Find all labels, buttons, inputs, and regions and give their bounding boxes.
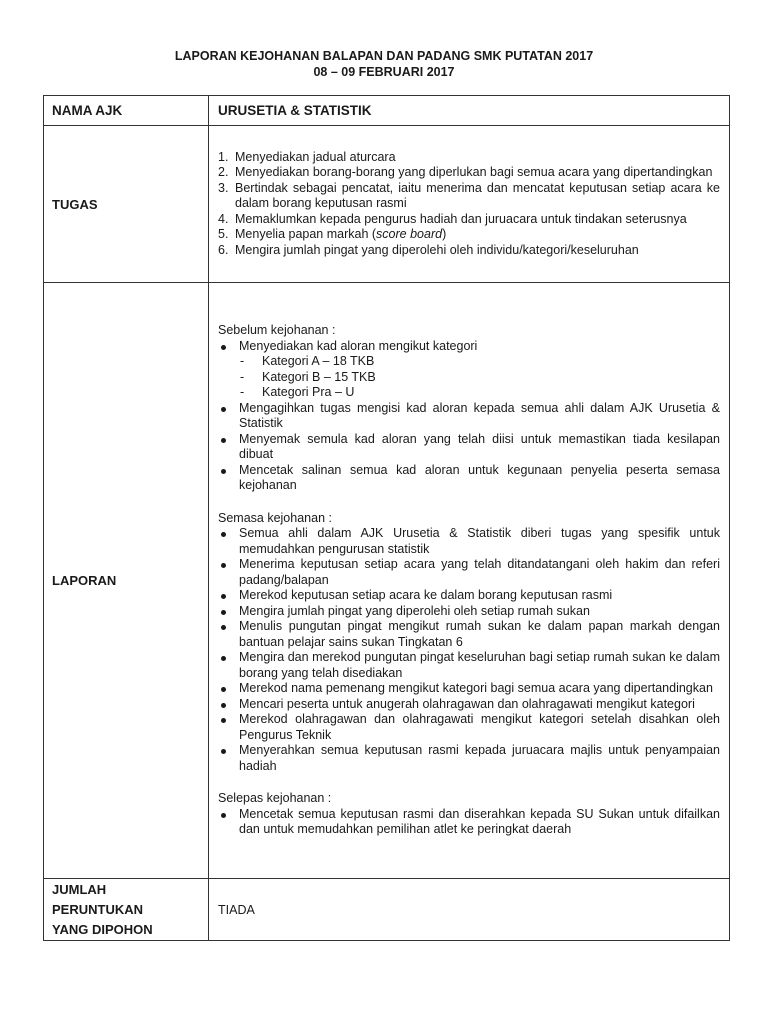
list-item: Mengira jumlah pingat yang diperolehi oleh setiap rumah sukan: [218, 604, 720, 620]
selepas-list: [218, 807, 720, 838]
list-item: Mencetak salinan semua kad aloran untuk kegunaan penyelia peserta semasa kejohanan: [218, 463, 720, 494]
semasa-list: [218, 526, 720, 774]
list-item: 6. Mengira jumlah pingat yang diperolehi oleh individu/kategori/keseluruhan: [218, 242, 639, 257]
laporan-content: [209, 283, 730, 879]
list-item: Merekod olahragawan dan olahragawati mengikut kategori setelah disahkan oleh Pengurus Teknik: [218, 712, 720, 743]
row-jumlah: [44, 879, 730, 941]
list-item: 2. Menyediakan borang-borang yang diperlukan bagi semua acara yang dipertandingkan: [218, 165, 713, 180]
list-item: Mengira dan merekod pungutan pingat keseluruhan bagi setiap rumah sukan ke dalam borang yang telah disediakan: [218, 650, 720, 681]
sebelum-title: Sebelum kejohanan :: [218, 323, 336, 338]
nama-ajk-value: URUSETIA & STATISTIK: [209, 96, 730, 126]
tugas-label: TUGAS: [44, 126, 209, 283]
tugas-list: [218, 150, 720, 259]
report-table: [43, 95, 730, 941]
sebelum-list: [218, 339, 720, 494]
list-item: 5. Menyelia papan markah (score board): [218, 227, 447, 242]
jumlah-value: TIADA: [209, 879, 730, 941]
list-item: - Kategori A – 18 TKB: [240, 354, 375, 369]
list-item: 3. Bertindak sebagai pencatat, iaitu menerima dan mencatat keputusan setiap acara ke dalam borang keputusan rasmi: [218, 180, 720, 211]
list-item: Semua ahli dalam AJK Urusetia & Statistik diberi tugas yang spesifik untuk memudahkan pengurusan statistik: [218, 526, 720, 557]
list-item: Merekod nama pemenang mengikut kategori bagi semua acara yang dipertandingkan: [218, 681, 720, 697]
list-item: 1. Menyediakan jadual aturcara: [218, 149, 396, 164]
laporan-label: LAPORAN: [44, 283, 209, 879]
report-heading: [0, 48, 768, 80]
row-laporan: [44, 283, 730, 879]
list-item: 4. Memaklumkan kepada pengurus hadiah dan juruacara untuk tindakan seterusnya: [218, 211, 687, 226]
list-item: Menyemak semula kad aloran yang telah diisi untuk memastikan tiada kesilapan dibuat: [218, 432, 720, 463]
list-item: - Kategori B – 15 TKB: [240, 369, 376, 384]
list-item: Mencetak semua keputusan rasmi dan diserahkan kepada SU Sukan untuk difailkan dan untuk memudahkan pemilihan atlet ke peringkat daerah: [218, 807, 720, 838]
report-date: 08 – 09 FEBRUARI 2017: [313, 65, 455, 79]
list-item: Mencari peserta untuk anugerah olahragawan dan olahragawati mengikut kategori: [218, 697, 720, 713]
semasa-title: Semasa kejohanan :: [218, 510, 332, 525]
list-item: Menulis pungutan pingat mengikut rumah sukan ke dalam papan markah dengan bantuan pelajar sains sukan Tingkatan 6: [218, 619, 720, 650]
list-item: Merekod keputusan setiap acara ke dalam borang keputusan rasmi: [218, 588, 720, 604]
list-item: Menerima keputusan setiap acara yang telah ditandatangani oleh hakim dan referi padang/balapan: [218, 557, 720, 588]
nama-ajk-label: NAMA AJK: [44, 96, 209, 126]
list-item: Menyerahkan semua keputusan rasmi kepada juruacara majlis untuk penyampaian hadiah: [218, 743, 720, 774]
report-title: LAPORAN KEJOHANAN BALAPAN DAN PADANG SMK PUTATAN 2017: [174, 49, 594, 63]
list-item: Menyediakan kad aloran mengikut kategori - Kategori A – 18 TKB - Kategori B – 15 TKB - Kategori Pra – U: [218, 339, 720, 401]
jumlah-label: JUMLAH PERUNTUKAN YANG DIPOHON: [44, 879, 209, 941]
list-item: Mengagihkan tugas mengisi kad aloran kepada semua ahli dalam AJK Urusetia & Statistik: [218, 401, 720, 432]
row-nama-ajk: [44, 96, 730, 126]
row-tugas: [44, 126, 730, 283]
tugas-content: [209, 126, 730, 283]
kategori-list: [218, 354, 720, 401]
list-item: - Kategori Pra – U: [240, 385, 355, 400]
selepas-title: Selepas kejohanan :: [218, 791, 332, 806]
